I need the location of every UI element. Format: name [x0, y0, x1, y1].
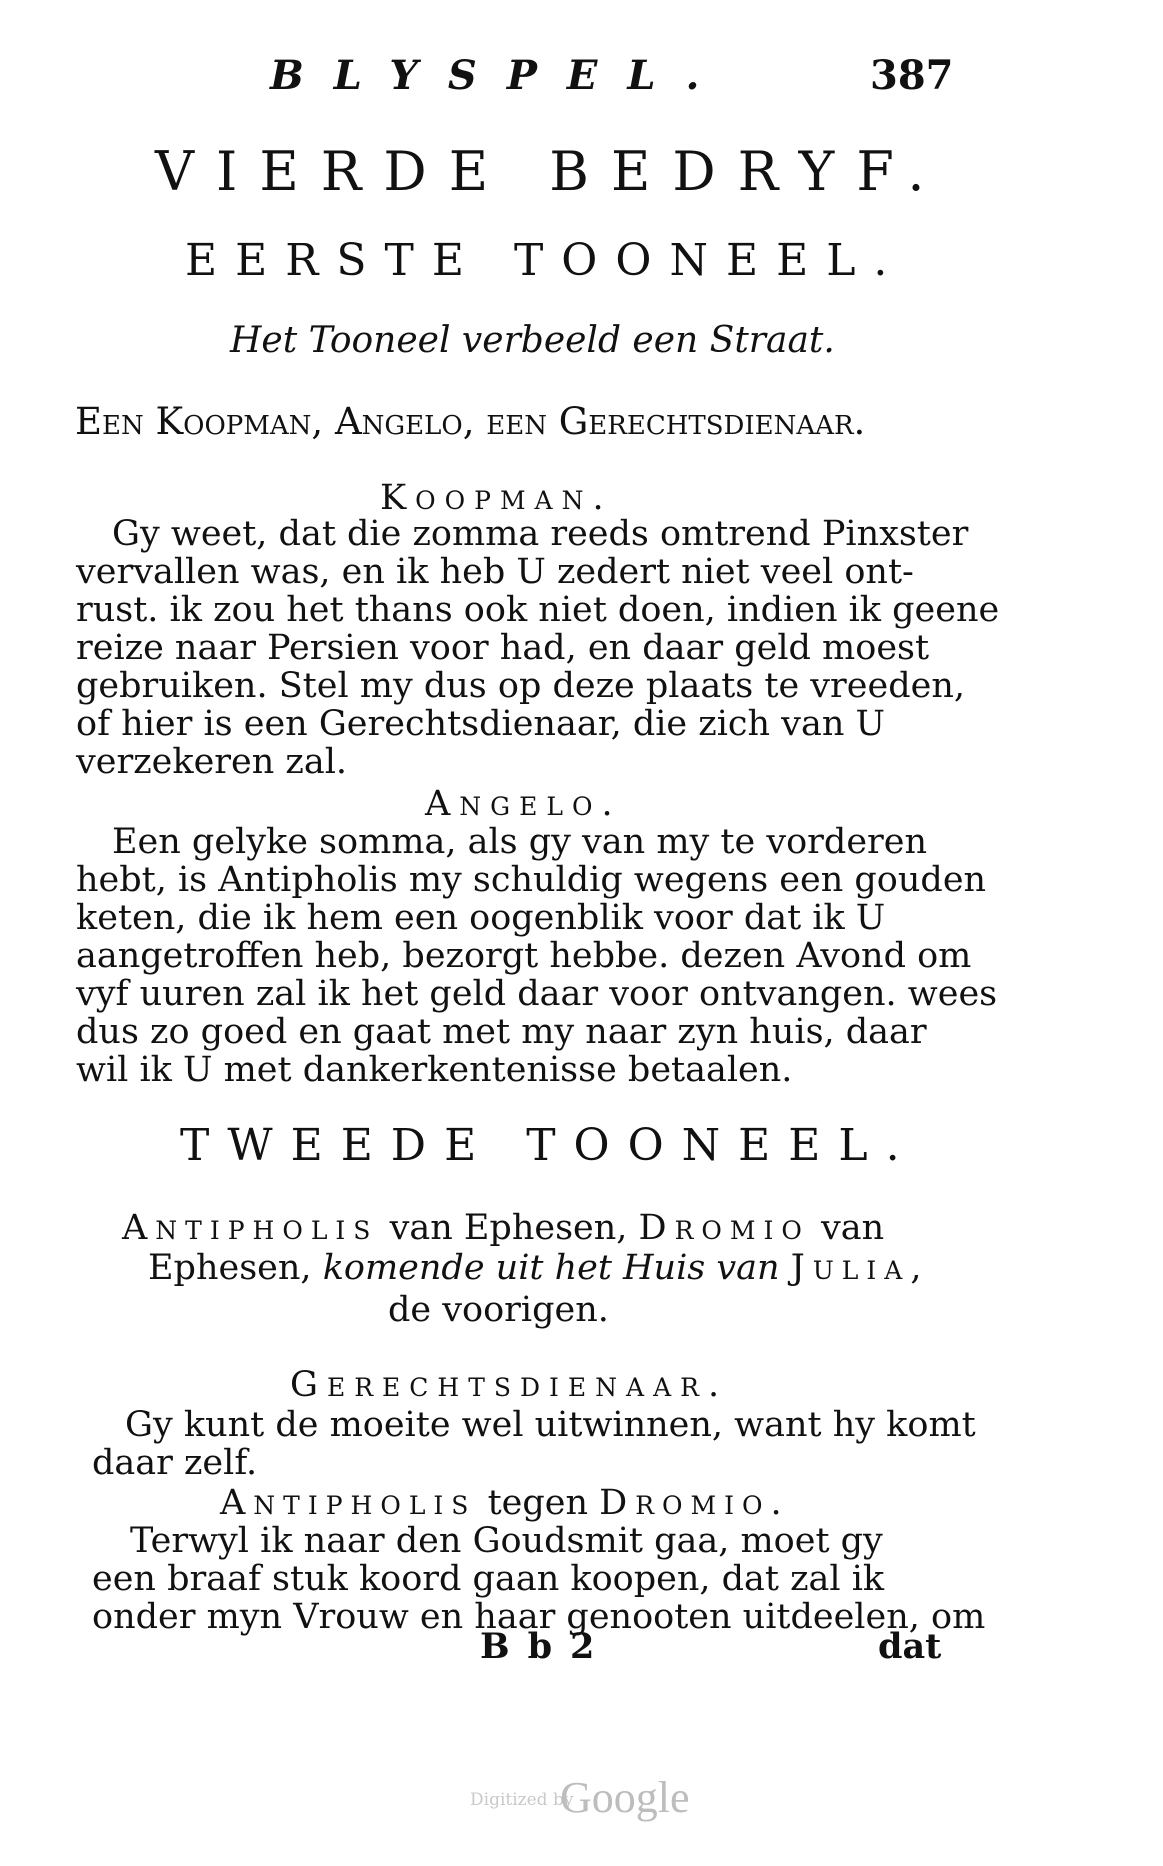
speaker-line	[220, 1483, 790, 1523]
text-line: Gy kunt de moeite wel uitwinnen, want hy komt	[125, 1405, 976, 1445]
act-title: VIERDE BEDRYF.	[155, 140, 947, 203]
cast-line	[122, 1208, 884, 1248]
text-line: vervallen was, en ik heb U zedert niet veel ont-	[76, 552, 914, 592]
text-line: Terwyl ik naar den Goudsmit gaa, moet gy	[130, 1521, 883, 1561]
text-line: hebt, is Antipholis my schuldig wegens een gouden	[76, 860, 987, 900]
speaker-name: Gerechtsdienaar.	[290, 1365, 729, 1405]
character-name: Julia,	[790, 1248, 930, 1288]
text-line: keten, die ik hem een oogenblik voor dat ik U	[76, 898, 886, 938]
watermark-logo: Google	[560, 1773, 690, 1822]
stage-direction: Het Tooneel verbeeld een Straat.	[230, 320, 835, 361]
speaker-name: Dromio.	[599, 1483, 790, 1523]
text-line: rust. ik zou het thans ook niet doen, indien ik geene	[76, 590, 1000, 630]
text-line: reize naar Persien voor had, en daar geld moest	[76, 628, 930, 668]
signature-mark: Bb2	[480, 1626, 613, 1667]
scene-title: EERSTE TOONEEL.	[185, 235, 906, 286]
text-line: Gy weet, dat die zomma reeds omtrend Pinxster	[112, 514, 969, 554]
watermark-text: Digitized by	[470, 1790, 574, 1810]
cast-list: Een Koopman, Angelo, een Gerechtsdienaar.	[75, 400, 866, 443]
cast-line	[148, 1248, 929, 1288]
text-line: een braaf stuk koord gaan koopen, dat zal ik	[92, 1559, 885, 1599]
cast-line: de voorigen.	[388, 1290, 609, 1330]
text-line: onder myn Vrouw en haar genooten uitdeelen, om	[92, 1597, 986, 1637]
character-name: Dromio	[638, 1208, 810, 1248]
text-line: verzekeren zal.	[76, 742, 348, 782]
text-line: wil ik U met dankerkentenisse betaalen.	[76, 1050, 793, 1090]
character-name: Antipholis	[122, 1208, 379, 1248]
text-line: aangetroffen heb, bezorgt hebbe. dezen Avond om	[76, 936, 972, 976]
scene-title: TWEEDE TOONEEL.	[180, 1120, 918, 1171]
speaker-name: Antipholis	[220, 1483, 477, 1523]
speaker-text: tegen	[476, 1483, 600, 1523]
page-number: 387	[870, 52, 954, 99]
text-line: of hier is een Gerechtsdienaar, die zich van U	[76, 704, 885, 744]
stage-direction: komende uit het Huis van	[322, 1248, 791, 1288]
text-line: Een gelyke somma, als gy van my te vorderen	[112, 822, 928, 862]
text-line: gebruiken. Stel my dus op deze plaats te vreeden,	[76, 666, 965, 706]
text-line: vyf uuren zal ik het geld daar voor ontvangen. wees	[76, 974, 998, 1014]
cast-text: van	[809, 1208, 885, 1248]
running-title: BLYSPEL.	[270, 52, 730, 99]
cast-text: Ephesen,	[148, 1248, 323, 1288]
cast-text: van Ephesen,	[378, 1208, 639, 1248]
text-line: daar zelf.	[92, 1443, 258, 1483]
speaker-name: Angelo.	[425, 784, 622, 824]
catchword: dat	[878, 1626, 942, 1667]
speaker-name: Koopman.	[380, 478, 613, 518]
text-line: dus zo goed en gaat met my naar zyn huis, daar	[76, 1012, 927, 1052]
